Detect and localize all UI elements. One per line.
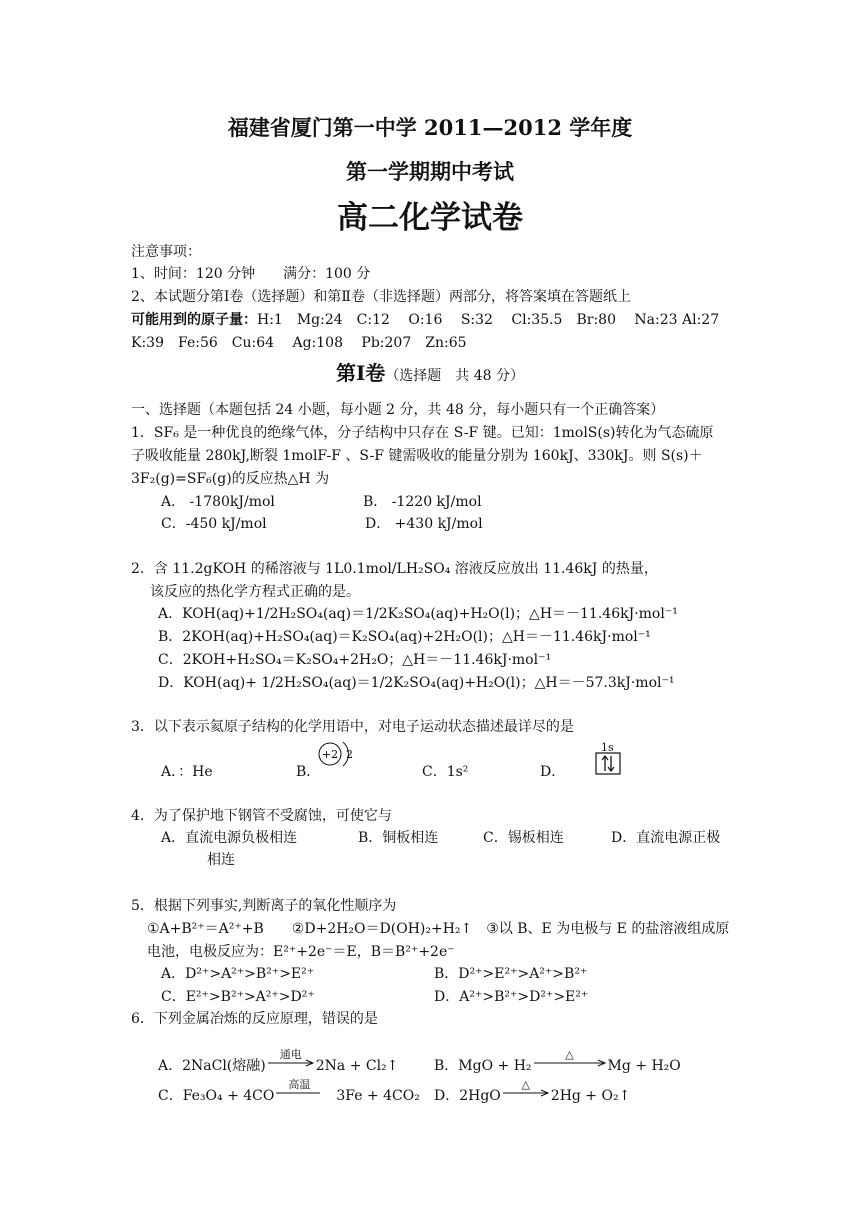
q6-c-reactants: C．Fe₃O₄ + 4CO <box>158 1088 275 1104</box>
q2-option-d[interactable]: D．KOH(aq)+ 1/2H₂SO₄(aq)＝1/2K₂SO₄(aq)+H₂O(l)；△H＝－57.3kJ·mol⁻¹ <box>158 675 675 691</box>
q3-option-a[interactable]: A．：He <box>161 764 213 780</box>
shell-electrons: 2 <box>346 748 353 761</box>
q1-option-b[interactable]: B． -1220 kJ/mol <box>363 494 482 510</box>
reaction-arrow <box>534 1048 606 1073</box>
q2-line-2: 该反应的热化学方程式正确的是。 <box>150 584 360 600</box>
reaction-condition: △ <box>565 1048 574 1061</box>
reaction-arrow <box>503 1078 549 1103</box>
reaction-condition: 通电 <box>279 1048 302 1061</box>
q6-option-d[interactable] <box>434 1078 631 1105</box>
title-exam: 第一学期期中考试 <box>346 159 514 184</box>
q4-option-b[interactable]: B．铜板相连 <box>358 830 439 846</box>
q5-stem: 5．根据下列事实,判断离子的氧化性顺序为 <box>131 898 397 914</box>
notice-heading: 注意事项： <box>131 244 201 260</box>
reaction-condition: 高温 <box>288 1078 311 1091</box>
q5-facts-line-2: 电池，电极反应为：E²⁺+2e⁻＝E，B＝B²⁺+2e⁻ <box>147 944 455 960</box>
nucleus-charge: +2 <box>321 748 339 761</box>
section-subtitle: （选择题 共 48 分） <box>385 368 525 384</box>
q6-stem: 6．下列金属冶炼的反应原理，错误的是 <box>131 1011 378 1027</box>
q4-option-a[interactable]: A．直流电源负极相连 <box>161 830 298 846</box>
q4-option-c[interactable]: C．锡板相连 <box>483 830 564 846</box>
q3-option-c[interactable]: C．1s² <box>422 764 469 780</box>
q6-d-products: 2Hg + O₂↑ <box>550 1088 631 1104</box>
reaction-condition: △ <box>521 1078 531 1091</box>
part-intro: 一、选择题（本题包括 24 小题，每小题 2 分，共 48 分，每小题只有一个正确答案） <box>131 402 665 418</box>
notice-line-2: 2、本试题分第Ⅰ卷（选择题）和第Ⅱ卷（非选择题）两部分，将答案填在答题纸上 <box>131 289 631 305</box>
q1-option-d[interactable]: D． +430 kJ/mol <box>365 516 483 532</box>
section-heading <box>0 361 860 385</box>
notice-line-1: 1、时间：120 分钟 满分：100 分 <box>131 266 371 282</box>
q5-option-c[interactable]: C．E²⁺>B²⁺>A²⁺>D²⁺ <box>161 989 315 1005</box>
q6-a-reactants: A．2NaCl(熔融) <box>158 1058 266 1074</box>
section-title: 第Ⅰ卷 <box>335 361 386 385</box>
q2-line-1: 2．含 11.2gKOH 的稀溶液与 1L0.1mol/LH₂SO₄ 溶液反应放出 11.46kJ 的热量， <box>131 561 658 577</box>
q3-option-b[interactable]: B． <box>296 764 321 780</box>
q5-option-d[interactable]: D．A²⁺>B²⁺>D²⁺>E²⁺ <box>434 989 589 1005</box>
q2-option-b[interactable]: B．2KOH(aq)+H₂SO₄(aq)＝K₂SO₄(aq)+2H₂O(l)；△H＝－11.46kJ·mol⁻¹ <box>158 629 651 645</box>
q1-line-1: 1．SF₆ 是一种优良的绝缘气体，分子结构中只存在 S-F 键。已知：1molS(s)转化为气态硫原 <box>131 425 714 441</box>
atomic-mass-line-2: K:39 Fe:56 Cu:64 Ag:108 Pb:207 Zn:65 <box>131 335 467 351</box>
q1-option-c[interactable]: C．-450 kJ/mol <box>161 516 267 532</box>
q6-c-products: 3Fe + 4CO₂ <box>336 1088 420 1104</box>
q4-stem: 4．为了保护地下钢管不受腐蚀，可使它与 <box>131 808 392 824</box>
q1-line-3: 3F₂(g)=SF₆(g)的反应热△H 为 <box>131 471 330 487</box>
atomic-mass-values-1: H:1 Mg:24 C:12 O:16 S:32 Cl:35.5 Br:80 Na:23 Al:27 <box>257 312 720 328</box>
q1-line-2: 子吸收能量 280kJ,断裂 1molF-F 、S-F 键需吸收的能量分别为 160kJ、330kJ。则 S(s)＋ <box>131 448 703 464</box>
reaction-arrow <box>268 1048 314 1073</box>
q4-option-d[interactable]: D．直流电源正极 <box>611 830 721 846</box>
q6-option-a[interactable] <box>158 1048 399 1075</box>
orbital-label: 1s <box>601 741 614 754</box>
atomic-structure-diagram <box>316 738 358 772</box>
reaction-arrow <box>276 1078 322 1103</box>
q6-b-products: Mg + H₂O <box>607 1058 681 1074</box>
q6-option-b[interactable] <box>434 1048 681 1075</box>
atomic-mass-label: 可能用到的原子量： <box>131 312 257 328</box>
atomic-mass-line-1 <box>131 311 719 329</box>
q1-option-a[interactable]: A． -1780kJ/mol <box>161 494 275 510</box>
q6-option-c[interactable] <box>158 1078 420 1105</box>
q3-stem: 3．以下表示氦原子结构的化学用语中，对电子运动状态描述最详尽的是 <box>131 719 574 735</box>
q6-a-products: 2Na + Cl₂↑ <box>315 1058 399 1074</box>
q4-option-a-continued: 相连 <box>207 852 235 868</box>
title-paper: 高二化学试卷 <box>337 200 523 236</box>
q2-option-c[interactable]: C．2KOH+H₂SO₄＝K₂SO₄+2H₂O；△H＝－11.46kJ·mol⁻¹ <box>158 652 552 668</box>
q5-option-b[interactable]: B．D²⁺>E²⁺>A²⁺>B²⁺ <box>434 966 588 982</box>
q3-option-d[interactable]: D． <box>540 764 566 780</box>
q6-d-reactants: D．2HgO <box>434 1088 501 1104</box>
q5-option-a[interactable]: A．D²⁺>A²⁺>B²⁺>E²⁺ <box>161 966 315 982</box>
q2-option-a[interactable]: A．KOH(aq)+1/2H₂SO₄(aq)＝1/2K₂SO₄(aq)+H₂O(l)；△H＝－11.46kJ·mol⁻¹ <box>158 606 678 622</box>
q5-facts-line-1: ①A+B²⁺＝A²⁺+B ②D+2H₂O＝D(OH)₂+H₂↑ ③以 B、E 为电极与 E 的盐溶液组成原 <box>147 921 730 937</box>
q6-b-reactants: B．MgO + H₂ <box>434 1058 532 1074</box>
orbital-box-diagram <box>595 752 623 776</box>
title-school: 福建省厦门第一中学 2011—2012 学年度 <box>227 115 633 140</box>
